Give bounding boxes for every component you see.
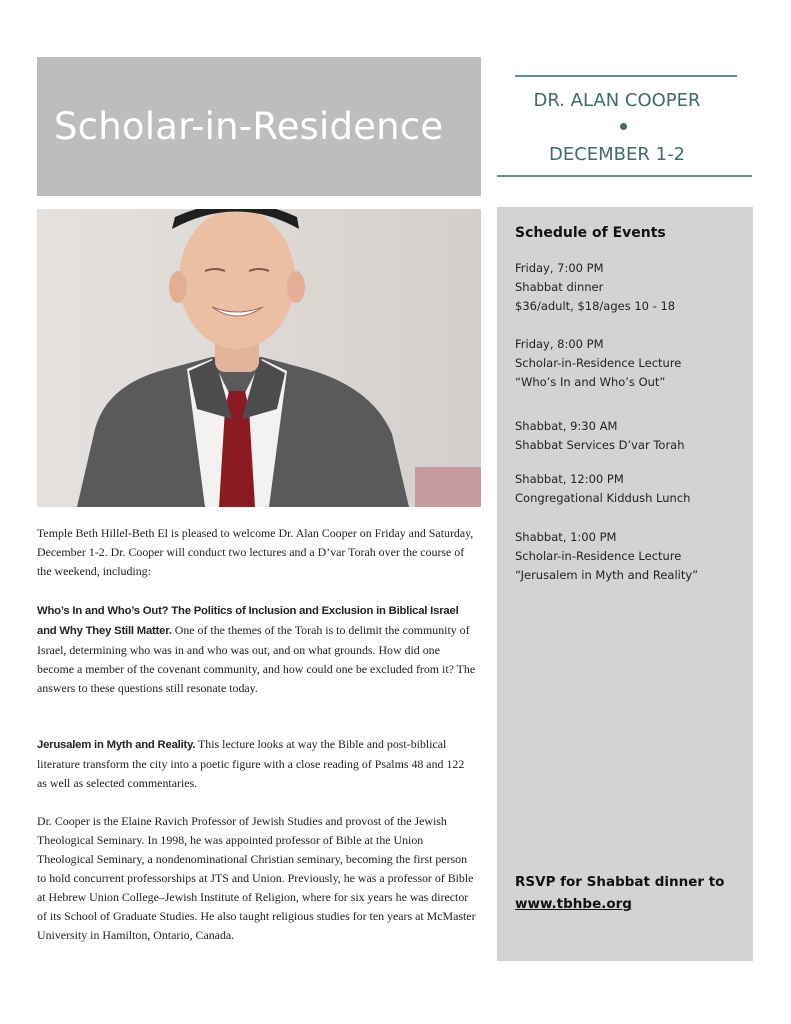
page-title: Scholar-in-Residence	[54, 105, 444, 148]
lecture-1-paragraph	[37, 601, 477, 698]
event-time: Friday, 8:00 PM	[515, 337, 604, 351]
event-time: Shabbat, 12:00 PM	[515, 472, 624, 486]
rsvp-block	[515, 871, 724, 915]
event-dates: DECEMBER 1-2	[548, 144, 686, 165]
top-divider	[515, 75, 737, 77]
lecture-2-paragraph	[37, 735, 477, 793]
event-title: Shabbat Services D’var Torah	[515, 438, 685, 452]
schedule-event	[515, 417, 685, 455]
event-price: $36/adult, $18/ages 10 - 18	[515, 299, 676, 313]
lecture-1-description: One of the themes of the Torah is to delimit the community of Israel, determining who was in and who was out, and on what grounds. How did one become a member of the covenant community, and how could one be excluded from it? The answers to these questions still resonate today.	[37, 623, 476, 695]
schedule-event	[515, 335, 681, 392]
event-subtitle: “Who’s In and Who’s Out”	[515, 375, 666, 389]
title-banner	[37, 57, 481, 196]
event-time: Shabbat, 9:30 AM	[515, 419, 618, 433]
rsvp-text: RSVP for Shabbat dinner to	[515, 874, 725, 890]
event-time: Shabbat, 1:00 PM	[515, 530, 617, 544]
schedule-sidebar	[497, 207, 753, 961]
event-title: Scholar-in-Residence Lecture	[515, 356, 682, 370]
intro-paragraph: Temple Beth Hillel-Beth El is pleased to welcome Dr. Alan Cooper on Friday and Saturday, December 1-2. Dr. Cooper will conduct two lectures and a D’var Torah over the course of the weekend, including:	[37, 526, 474, 578]
event-subtitle: “Jerusalem in Myth and Reality”	[515, 568, 699, 582]
lecture-1-title: Who’s In and Who’s Out? The Politics of Inclusion and Exclusion in Biblical Israel and Why They Still Matter.	[37, 605, 459, 637]
lecture-2-description: This lecture looks at way the Bible and post-biblical literature transform the city into a poetic figure with a close reading of Psalms 48 and 122 as well as selected commentaries.	[37, 737, 465, 790]
event-title: Congregational Kiddush Lunch	[515, 491, 691, 505]
speaker-portrait-illustration	[37, 209, 481, 507]
bottom-divider	[497, 175, 752, 177]
schedule-event	[515, 470, 690, 508]
speaker-name: DR. ALAN COOPER	[533, 90, 701, 111]
event-title: Shabbat dinner	[515, 280, 604, 294]
speaker-photo	[37, 209, 481, 507]
lecture-2-title: Jerusalem in Myth and Reality.	[37, 739, 196, 751]
bullet-dot-icon	[620, 123, 627, 130]
event-title: Scholar-in-Residence Lecture	[515, 549, 682, 563]
bio-paragraph: Dr. Cooper is the Elaine Ravich Professor of Jewish Studies and provost of the Jewish Theological Seminary. In 1998, he was appointed professor of Bible at the Union Theological Seminary, a nondenominational Christian seminary, becoming the first person to hold concurrent professorships at JTS and Union. Previously, he was a professor of Bible at Hebrew Union College–Jewish Institute of Religion, where for six years he was director of its School of Graduate Studies. He also taught religious studies for ten years at McMaster University in Hamilton, Ontario, Canada.	[37, 814, 476, 942]
schedule-heading: Schedule of Events	[515, 225, 666, 241]
schedule-event	[515, 259, 675, 316]
event-time: Friday, 7:00 PM	[515, 261, 604, 275]
rsvp-link[interactable]: www.tbhbe.org	[515, 896, 632, 912]
schedule-event	[515, 528, 698, 585]
